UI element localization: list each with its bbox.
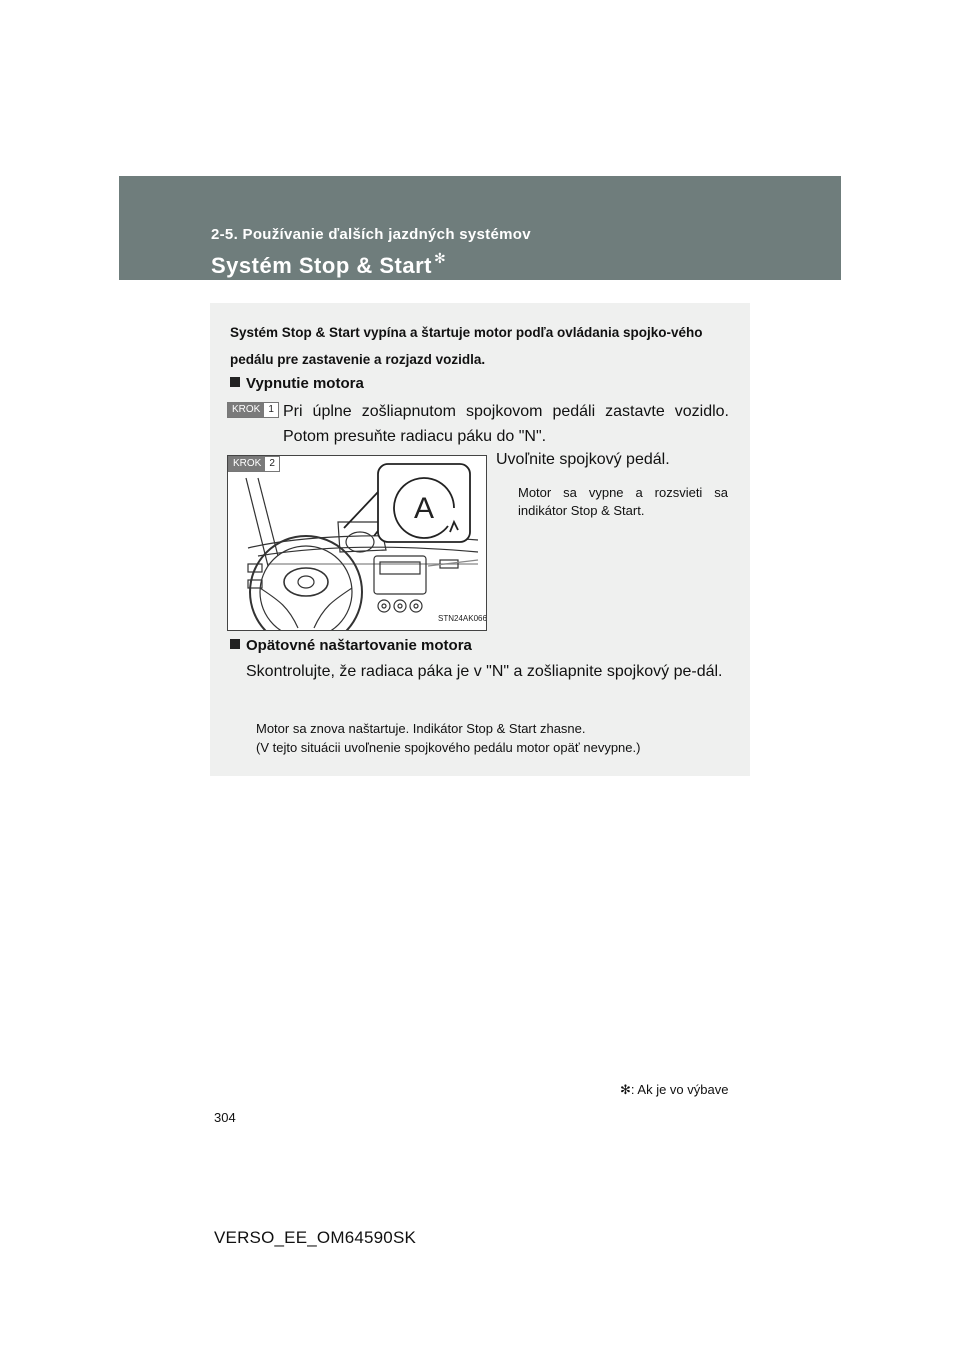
page-number: 304 <box>214 1110 236 1125</box>
optional-mark: ✻ <box>434 250 447 266</box>
step2-text: Uvoľnite spojkový pedál. <box>496 451 670 468</box>
square-bullet-icon <box>230 377 240 387</box>
footnote: ✻: Ak je vo výbave <box>620 1082 729 1097</box>
asterisk-icon: ✻ <box>620 1082 631 1097</box>
intro-text: Systém Stop & Start vypína a štartuje motor podľa ovládania spojko-vého pedálu pre zastavenie a rozjazd vozidla. <box>230 325 703 367</box>
section-title: 2-5. Používanie ďalších jazdných systémov <box>211 226 531 243</box>
dashboard-illustration <box>227 455 487 631</box>
dashboard-drawing <box>228 456 486 630</box>
page-title: Systém Stop & Start ✻ <box>211 250 447 278</box>
page-header <box>119 176 841 280</box>
stop-heading: Vypnutie motora <box>230 375 364 392</box>
step1-badge: KROK 1 <box>227 402 279 418</box>
step2-note: Motor sa vypne a rozsvieti sa indikátor Stop & Start. <box>518 485 728 518</box>
restart-note: Motor sa znova naštartuje. Indikátor Stop & Start zhasne. (V tejto situácii uvoľnenie spojkového pedálu motor opäť nevypne.) <box>256 721 641 755</box>
document-code: VERSO_EE_OM64590SK <box>214 1228 417 1247</box>
figure-code: STN24AK066 <box>438 614 486 623</box>
step2-badge: KROK 2 <box>228 456 280 472</box>
restart-heading: Opätovné naštartovanie motora <box>230 637 472 654</box>
step1-text: Pri úplne zošliapnutom spojkovom pedáli zastavte vozidlo. Potom presuňte radiacu páku do "N". <box>283 403 729 445</box>
content-panel <box>210 303 750 776</box>
square-bullet-icon <box>230 639 240 649</box>
callout-label-a: A <box>413 492 435 525</box>
restart-text: Skontrolujte, že radiaca páka je v "N" a zošliapnite spojkový pe-dál. <box>246 663 723 680</box>
